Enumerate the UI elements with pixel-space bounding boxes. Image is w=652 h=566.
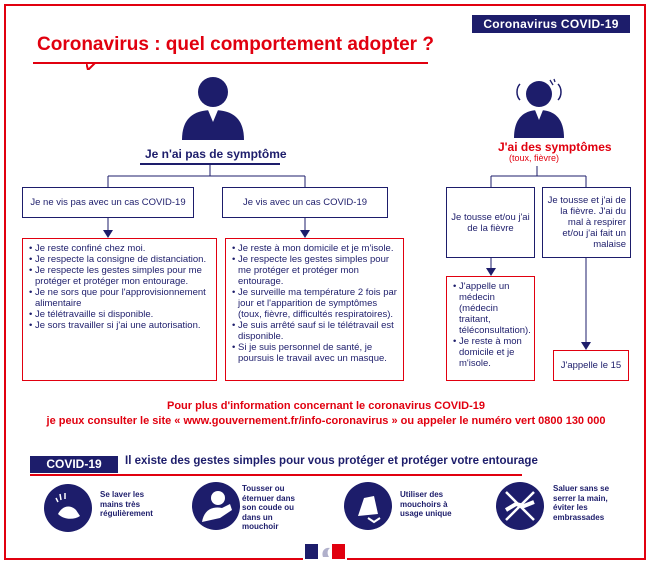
case-cough-fever-box: Je tousse et/ou j'ai de la fièvre [446, 187, 535, 258]
action-item: • Je reste à mon domicile et je m'isole. [232, 243, 397, 254]
action-item: • Je ne sors que pour l'approvisionnement alimentaire [29, 287, 210, 309]
action-item: • Je sors travailler si j'ai une autorisation. [29, 320, 210, 331]
call-15-box: J'appelle le 15 [553, 350, 629, 381]
action-item: • Si je suis personnel de santé, je poursuis le travail avec un masque. [232, 342, 397, 364]
geste-label: Tousser ou éternuer dans son coude ou dans un mouchoir [242, 484, 295, 531]
action-item: • Je respecte les gestes simples pour me protéger et protéger mon entourage. [232, 254, 397, 287]
geste-label: Se laver les mains très régulièrement [100, 490, 153, 518]
gestes-title: Il existe des gestes simples pour vous protéger et protéger votre entourage [125, 455, 538, 467]
case-no-covid-actions [22, 238, 217, 381]
tissue-icon [344, 482, 392, 530]
action-item: • J'appelle un médecin (médecin traitant, téléconsultation). [453, 281, 528, 336]
republique-logo [303, 543, 347, 560]
covid-header-tag: Coronavirus COVID-19 [472, 15, 630, 33]
action-item: • Je suis arrêté sauf si le télétravail est disponible. [232, 320, 397, 342]
gestes-underline [30, 474, 522, 476]
info-line-1: Pour plus d'information concernant le coronavirus COVID-19 [166, 400, 485, 412]
page-title: Coronavirus : quel comportement adopter ? [37, 34, 434, 55]
action-item: • Je surveille ma température 2 fois par jour et l'apparition de symptômes (toux, fièvre, difficultés respiratoires). [232, 287, 397, 320]
action-item: • Je respecte la consigne de distanciation. [29, 254, 210, 265]
action-item: • Je reste confiné chez moi. [29, 243, 210, 254]
case-covid-actions [225, 238, 404, 381]
no-handshake-icon [496, 482, 544, 530]
handwash-icon [44, 484, 92, 532]
geste-label: Saluer sans se serrer la main, éviter les embrassades [553, 484, 610, 522]
symptom-subheading: (toux, fièvre) [509, 153, 560, 163]
no-symptom-heading: Je n'ai pas de symptôme [145, 147, 287, 161]
info-line-2: je peux consulter le site « www.gouvernement.fr/info-coronavirus » ou appeler le numéro vert 0800 130 000 [46, 415, 606, 427]
covid-gestes-tag: COVID-19 [30, 456, 118, 473]
action-item: • Je reste à mon domicile et je m'isole. [453, 336, 528, 369]
case-no-covid-box: Je ne vis pas avec un cas COVID-19 [22, 187, 194, 218]
action-item: • Je télétravaille si disponible. [29, 309, 210, 320]
action-item: • Je respecte les gestes simples pour me protéger et protéger mon entourage. [29, 265, 210, 287]
person-symptom-icon [510, 76, 568, 138]
case-breathing-box: Je tousse et j'ai de la fièvre. J'ai du mal à respirer et/ou j'ai fait un malaise [542, 187, 631, 258]
geste-label: Utiliser des mouchoirs à usage unique [400, 490, 452, 518]
symptom-heading: J'ai des symptômes [498, 140, 612, 154]
sneeze-elbow-icon [192, 482, 240, 530]
case-covid-box: Je vis avec un cas COVID-19 [222, 187, 388, 218]
case-cough-fever-actions [446, 276, 535, 381]
